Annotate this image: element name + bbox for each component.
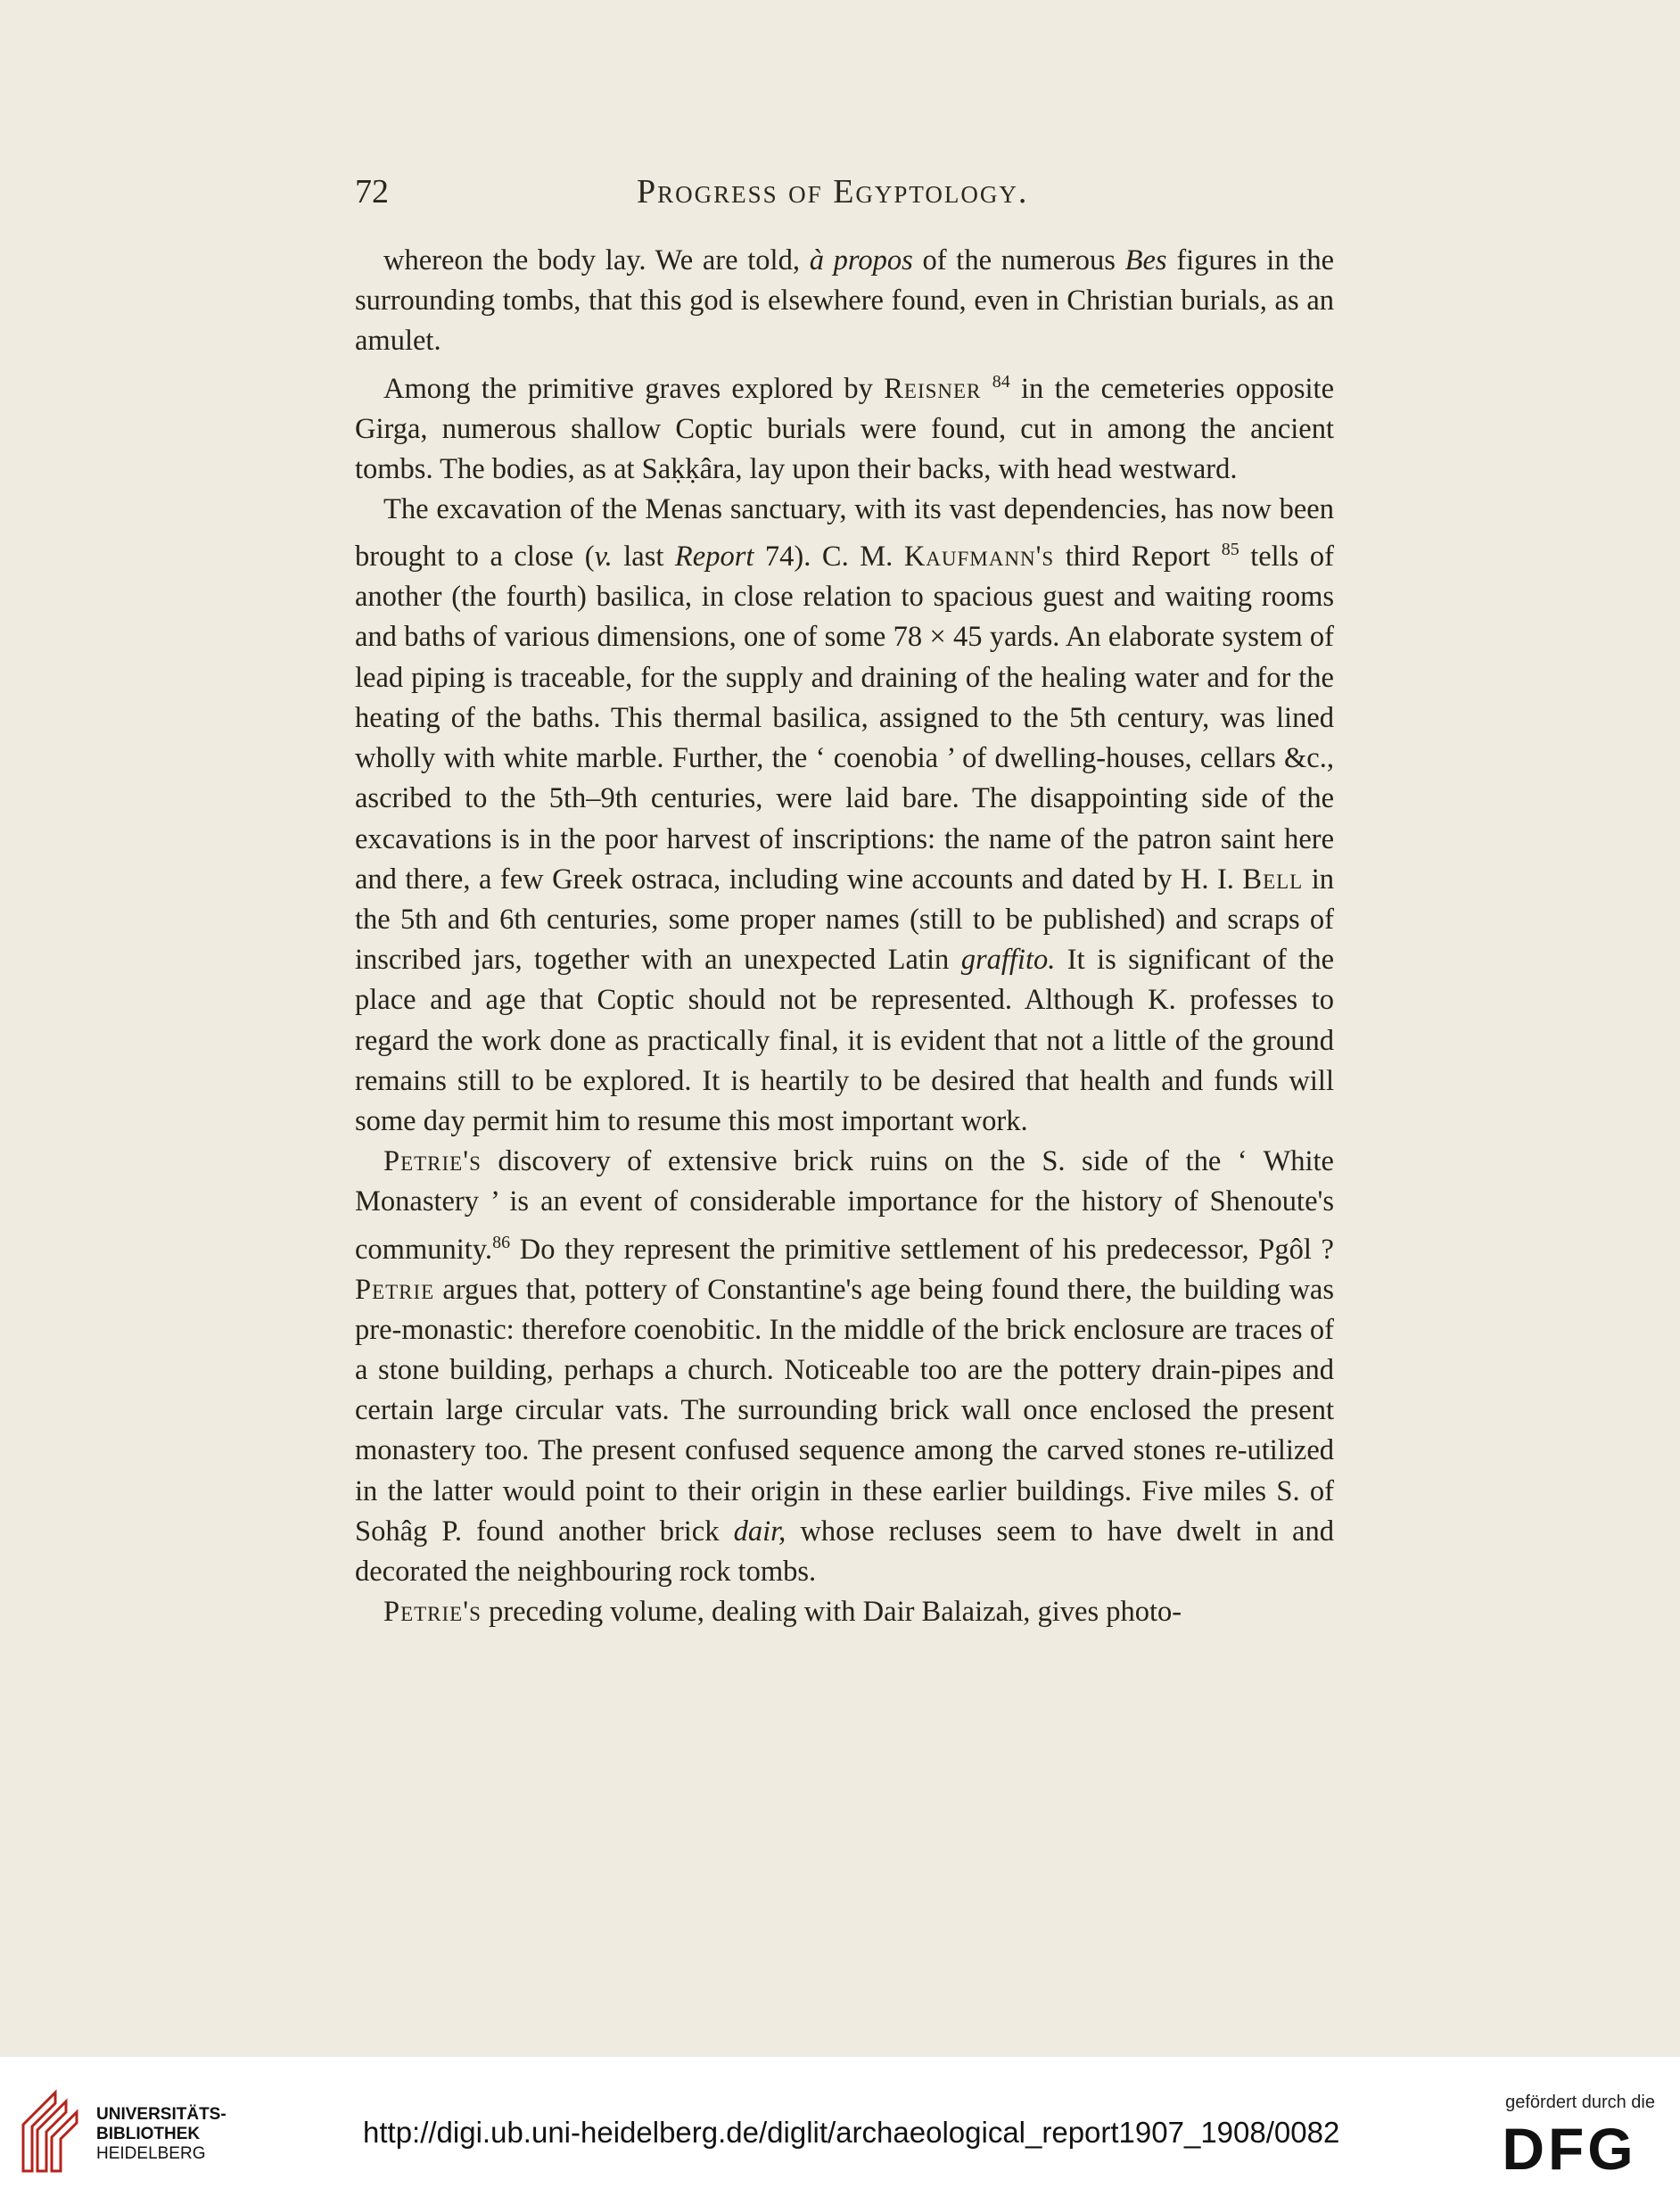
dfg-logo-icon[interactable] xyxy=(1486,2121,1653,2175)
paragraph xyxy=(355,241,1334,362)
italic-text: Bes xyxy=(1124,244,1167,277)
body-text xyxy=(355,241,1334,1632)
author-name: Bell xyxy=(1242,863,1304,896)
viewer-footer xyxy=(0,2057,1680,2196)
paragraph xyxy=(355,362,1334,490)
text-run: in the 5th and 6th centuries, some proper names (still to be published) and scraps of inscribed jars, together with an unexpected Latin xyxy=(355,863,1334,977)
author-name: Kaufmann's xyxy=(903,541,1055,574)
page-header xyxy=(355,172,1336,226)
footnote-ref: 84 xyxy=(992,371,1010,392)
author-name: Petrie's xyxy=(383,1145,482,1178)
footnote-ref: 86 xyxy=(492,1232,511,1252)
text-run: whereon the body lay. We are told, xyxy=(383,244,810,277)
university-library-name xyxy=(96,2105,226,2164)
text-run: It is significant of the place and age that Coptic should not be represented. Although K. professes to regard the work done as practically final, it is evident that not a little of the ground remains still to be explored. It is heartily to be desired that health and funds will some day permit him to resume this most important work. xyxy=(355,944,1335,1137)
paragraph xyxy=(355,490,1334,1142)
svg-text:DFG: DFG xyxy=(1502,2121,1637,2175)
funder-label: gefördert durch die xyxy=(1505,2093,1655,2112)
text-run xyxy=(981,372,992,404)
italic-text: à propos xyxy=(809,244,913,277)
text-run: Among the primitive graves explored by xyxy=(383,372,885,405)
text-run: tells of another (the fourth) basilica, in close relation to spacious guest and waiting rooms and baths of various dimensions, one of some 78 × 45 yards. An elaborate system of lead piping is traceable, for the supply and draining of the healing water and for the heating of the baths. This thermal basilica, assigned to the 5th century, was lined wholly with white marble. Further, the ‘ coenobia ’ of dwelling-houses, cellars &c., ascribed to the 5th–9th centuries, were laid bare. The disappointing side of the excavations is in the poor harvest of inscriptions: the name of the patron saint here and there, a few Greek ostraca, including wine accounts and dated by H. I. xyxy=(355,541,1334,896)
university-library-logo-icon[interactable] xyxy=(20,2089,82,2175)
author-name: Reisner xyxy=(884,372,982,405)
text-run: 74). C. M. xyxy=(754,541,904,574)
institution-line-2: BIBLIOTHEK xyxy=(96,2125,201,2143)
italic-text: v. xyxy=(594,541,613,574)
italic-text: dair, xyxy=(733,1515,786,1548)
text-run: whose recluses seem to have dwelt in and decorated the neighbouring rock tombs. xyxy=(355,1515,1334,1588)
institution-line-1: UNIVERSITÄTS- xyxy=(96,2105,226,2124)
text-run: of the numerous xyxy=(912,244,1125,277)
text-run: preceding volume, dealing with Dair Balaizah, gives photo- xyxy=(481,1596,1182,1629)
text-run: last xyxy=(612,541,675,574)
text-run: The excavation of the Menas sanctuary, with its vast dependencies, has now been brought to a close ( xyxy=(355,493,1334,574)
text-run: figures in the surrounding tombs, that this god is elsewhere found, even in Christian burials, as an amulet. xyxy=(355,244,1335,358)
author-name: Petrie's xyxy=(383,1596,482,1629)
paragraph xyxy=(355,1592,1334,1632)
text-run: argues that, pottery of Constantine's age being found there, the building was pre-monastic: therefore coenobitic. In the middle of the brick enclosure are traces of a stone building, perhaps a church. Noticeable too are the pottery drain-pipes and certain large circular vats. The surrounding brick wall once enclosed the present monastery too. The present confused sequence among the carved stones re-utilized in the latter would point to their origin in these earlier buildings. Five miles S. of Sohâg P. found another brick xyxy=(355,1273,1334,1548)
footnote-ref: 85 xyxy=(1221,540,1239,560)
italic-text: graffito. xyxy=(960,944,1056,977)
text-run: in the cemeteries opposite Girga, numerous shallow Coptic burials were found, cut in among the ancient tombs. The bodies, as at Saḳḳâra, lay upon their backs, with head westward. xyxy=(355,372,1334,485)
text-run: Do they represent the primitive settlement of his predecessor, Pgôl ? xyxy=(510,1233,1334,1266)
page-number: 72 xyxy=(355,173,389,211)
author-name: Petrie xyxy=(355,1273,435,1306)
paragraph xyxy=(355,1142,1334,1592)
permalink-url[interactable]: http://digi.ub.uni-heidelberg.de/diglit/archaeological_report1907_1908/0082 xyxy=(363,2116,1340,2149)
italic-text: Report xyxy=(674,541,754,574)
text-run: third Report xyxy=(1054,541,1222,574)
text-run: discovery of extensive brick ruins on the S. side of the ‘ White Monastery ’ is an event of considerable importance for the history of Shenoute's community. xyxy=(355,1145,1334,1266)
institution-line-3: HEIDELBERG xyxy=(96,2144,206,2163)
running-title: Progress of Egyptology. xyxy=(637,173,1029,211)
